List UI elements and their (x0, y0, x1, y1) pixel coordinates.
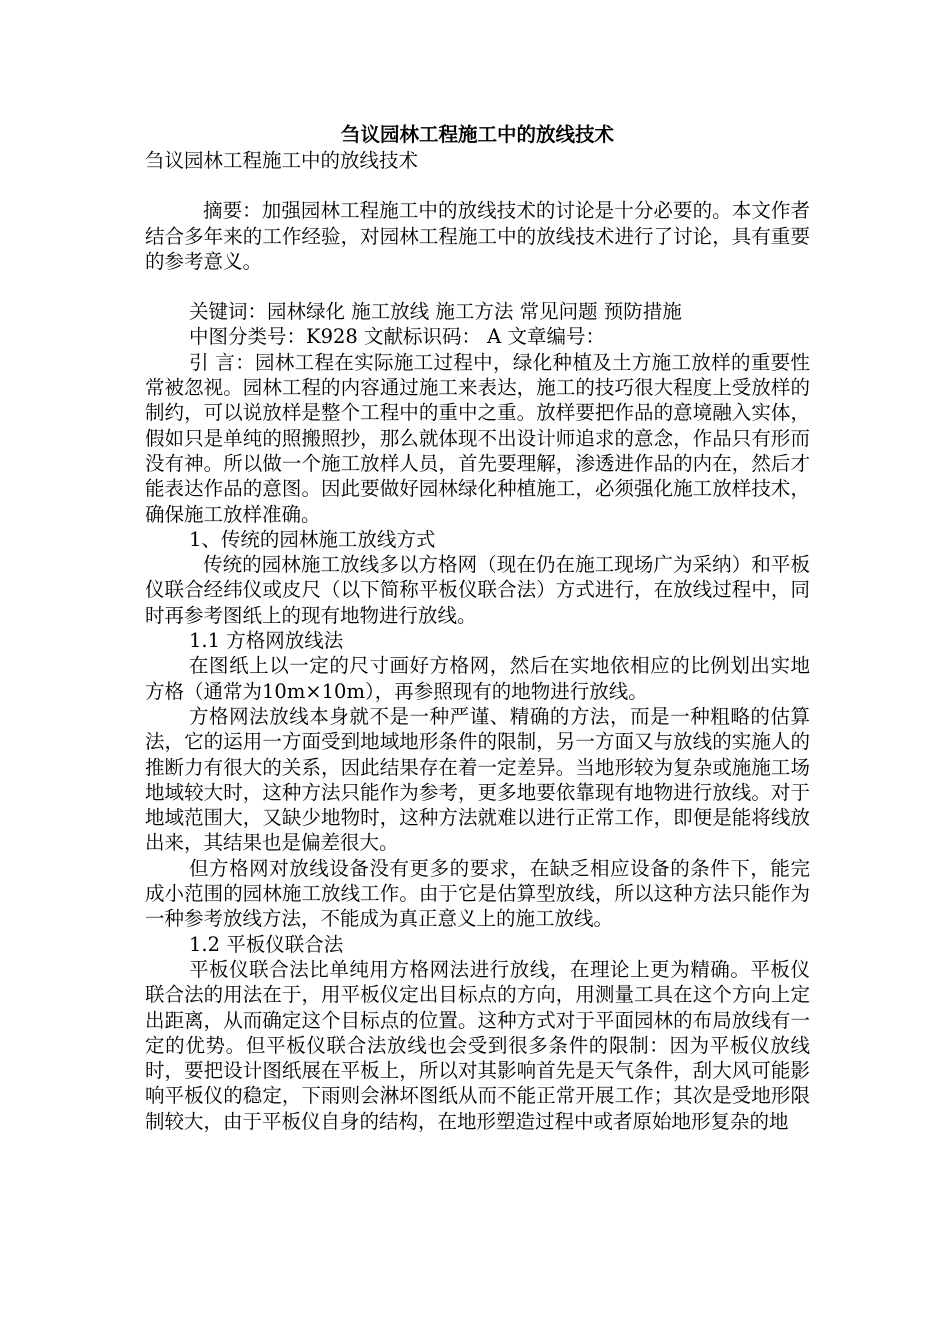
keywords-line: 关键词：园林绿化 施工放线 施工方法 常见问题 预防措施 (189, 300, 682, 324)
section-1-2-heading: 1.2 平板仪联合法 (189, 932, 344, 956)
section-1-2-paragraph-1: 平板仪联合法比单纯用方格网法进行放线，在理论上更为精确。平板仪联合法的用法在于，用平板仪定出目标点的方向，用测量工具在这个方向上定出距离，从而确定这个目标点的位置。这种方式对于平面园林的布局放线有一定的优势。但平板仪联合法放线也会受到很多条件的限制：因为平板仪放线时，要把设计图纸展在平板上，所以对其影响首先是天气条件，刮大风可能影响平板仪的稳定，下雨则会淋坏图纸从而不能正常开展工作；其次是受地形限制较大，由于平板仪自身的结构，在地形塑造过程中或者原始地形复杂的地 (145, 957, 810, 1133)
section-1-1-paragraph-3: 但方格网对放线设备没有更多的要求，在缺乏相应设备的条件下，能完成小范围的园林施工放线工作。由于它是估算型放线，所以这种方法只能作为一种参考放线方法，不能成为真正意义上的施工放线。 (145, 856, 810, 931)
intro-paragraph: 引 言：园林工程在实际施工过程中，绿化种植及土方施工放样的重要性常被忽视。园林工程的内容通过施工来表达，施工的技巧很大程度上受放样的制约，可以说放样是整个工程中的重中之重。放样要把作品的意境融入实体，假如只是单纯的照搬照抄，那么就体现不出设计师追求的意念，作品只有形而没有神。所以做一个施工放样人员，首先要理解，渗透进作品的内在，然后才能表达作品的意图。因此要做好园林绿化种植施工，必须强化施工放样技术，确保施工放样准确。 (145, 350, 810, 526)
section-1-heading: 1、传统的园林施工放线方式 (189, 527, 436, 551)
spacer (145, 274, 810, 299)
section-1-1-paragraph-2: 方格网法放线本身就不是一种严谨、精确的方法，而是一种粗略的估算法，它的运用一方面受到地域地形条件的限制，另一方面又与放线的实施人的推断力有很大的关系，因此结果存在着一定差异。当地形较为复杂或施施工场地域较大时，这种方法只能作为参考，更多地要依靠现有地物进行放线。对于地域范围大，又缺少地物时，这种方法就难以进行正常工作，即便是能将线放出来，其结果也是偏差很大。 (145, 704, 810, 855)
abstract-paragraph: 摘要：加强园林工程施工中的放线技术的讨论是十分必要的。本文作者结合多年来的工作经验，对园林工程施工中的放线技术进行了讨论，具有重要的参考意义。 (145, 199, 810, 273)
section-1-1-paragraph-1: 在图纸上以一定的尺寸画好方格网，然后在实地依相应的比例划出实地方格（通常为10m×10m），再参照现有的地物进行放线。 (145, 654, 810, 703)
spacer (145, 173, 810, 198)
document-title: 刍议园林工程施工中的放线技术 (340, 123, 614, 146)
classification-line: 中图分类号：K928 文献标识码： A 文章编号： (189, 325, 605, 349)
section-1-paragraph: 传统的园林施工放线多以方格网（现在仍在施工现场广为采纳）和平板仪联合经纬仪或皮尺（以下简称平板仪联合法）方式进行，在放线过程中，同时再参考图纸上的现有地物进行放线。 (145, 553, 810, 627)
section-1-1-heading: 1.1 方格网放线法 (189, 629, 344, 653)
document-page (145, 122, 810, 1134)
document-subtitle: 刍议园林工程施工中的放线技术 (145, 149, 419, 172)
